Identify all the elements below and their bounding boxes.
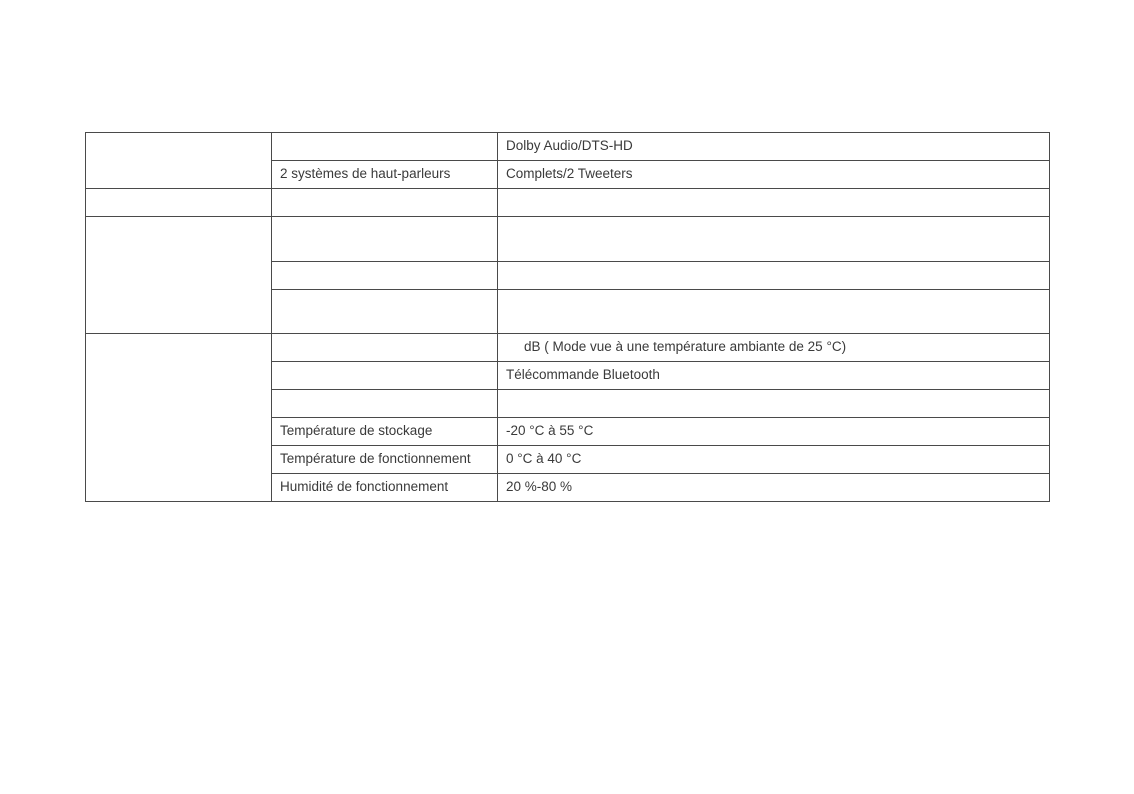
- spec-label: [272, 217, 498, 262]
- spec-label: [272, 133, 498, 161]
- spec-value: Complets/2 Tweeters: [498, 161, 1050, 189]
- spec-value: Télécommande Bluetooth: [498, 362, 1050, 390]
- spec-label: [272, 189, 498, 217]
- spec-value-operating-humidity: 20 %-80 %: [498, 474, 1050, 502]
- spec-label: 2 systèmes de haut-parleurs: [272, 161, 498, 189]
- spec-label: [272, 362, 498, 390]
- spec-label: [272, 290, 498, 334]
- table-row: [86, 133, 1050, 161]
- spec-value-storage-temperature: -20 °C à 55 °C: [498, 418, 1050, 446]
- spec-value: [498, 217, 1050, 262]
- group-cell: [86, 217, 272, 334]
- specifications-table: [85, 132, 1050, 502]
- spec-label: [272, 262, 498, 290]
- spec-label-storage-temperature: Température de stockage: [272, 418, 498, 446]
- table-row: [86, 189, 1050, 217]
- spec-label-operating-humidity: Humidité de fonctionnement: [272, 474, 498, 502]
- group-cell: [86, 189, 272, 217]
- spec-value-operating-temperature: 0 °C à 40 °C: [498, 446, 1050, 474]
- spec-value-noise: dB ( Mode vue à une température ambiante de 25 °C): [498, 334, 1050, 362]
- spec-value: [498, 189, 1050, 217]
- spec-value: Dolby Audio/DTS-HD: [498, 133, 1050, 161]
- group-cell-audio: [86, 133, 272, 189]
- spec-label-operating-temperature: Température de fonctionnement: [272, 446, 498, 474]
- spec-value: [498, 290, 1050, 334]
- spec-label: [272, 334, 498, 362]
- spec-value: [498, 390, 1050, 418]
- table-row: [86, 217, 1050, 262]
- spec-value: [498, 262, 1050, 290]
- group-cell: [86, 334, 272, 502]
- spec-label: [272, 390, 498, 418]
- table-row: [86, 334, 1050, 362]
